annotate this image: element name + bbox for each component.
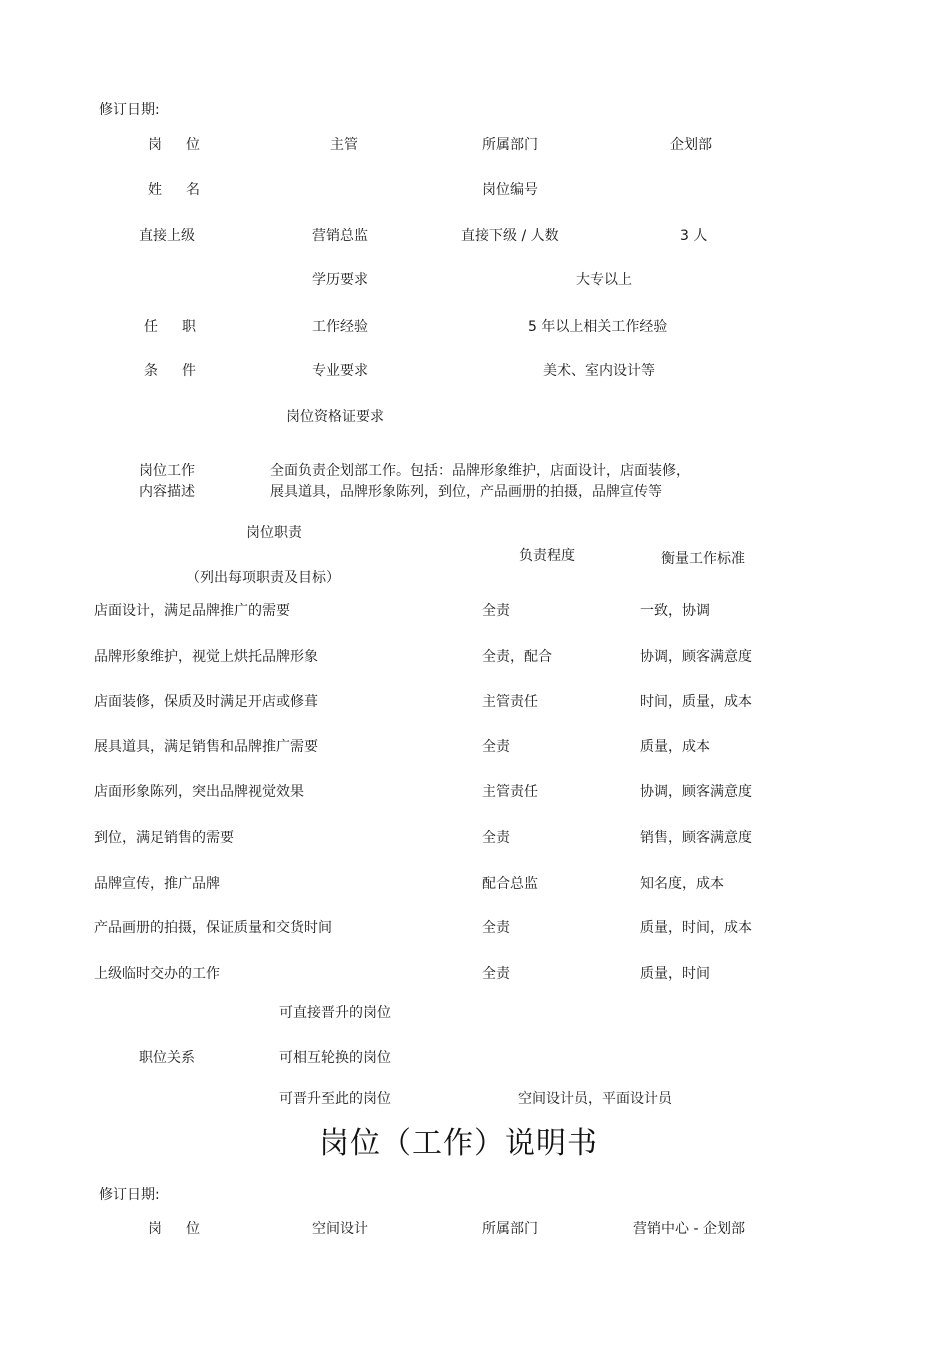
position-label-2: 岗位 — [148, 1221, 224, 1237]
duty-text: 到位，满足销售的需要 — [94, 830, 234, 846]
degree-title: 负责程度 — [519, 548, 575, 564]
promotion-label: 可直接晋升的岗位 — [279, 1005, 391, 1021]
job-description-line-1: 全面负责企划部工作。包括：品牌形象维护，店面设计，店面装修， — [270, 463, 690, 479]
revision-date-label: 修订日期: — [99, 102, 160, 118]
duty-text: 店面形象陈列，突出品牌视觉效果 — [94, 784, 304, 800]
qualification-label-2: 条件 — [144, 363, 220, 379]
job-description-line-2: 展具道具，品牌形象陈列，到位，产品画册的拍摄，品牌宣传等 — [270, 484, 662, 500]
duty-standard: 协调，顾客满意度 — [640, 784, 752, 800]
duty-text: 店面设计，满足品牌推广的需要 — [94, 603, 290, 619]
duty-degree: 全责 — [482, 920, 510, 936]
subordinates-value: 3 人 — [680, 228, 708, 244]
duty-standard: 质量，时间 — [640, 966, 710, 982]
certificate-label: 岗位资格证要求 — [286, 409, 384, 425]
duties-title: 岗位职责 — [246, 525, 302, 541]
position-id-label: 岗位编号 — [482, 182, 538, 198]
duty-standard: 销售，顾客满意度 — [640, 830, 752, 846]
duty-degree: 主管责任 — [482, 694, 538, 710]
experience-value: 5 年以上相关工作经验 — [528, 319, 668, 335]
experience-label: 工作经验 — [312, 319, 368, 335]
position-value: 主管 — [330, 137, 358, 153]
department-value: 企划部 — [670, 137, 712, 153]
standard-title: 衡量工作标准 — [661, 551, 745, 567]
duty-degree: 配合总监 — [482, 876, 538, 892]
duty-degree: 全责，配合 — [482, 649, 552, 665]
education-value: 大专以上 — [576, 272, 632, 288]
duty-text: 品牌宣传，推广品牌 — [94, 876, 220, 892]
name-label: 姓名 — [148, 182, 224, 198]
promote-from-label: 可晋升至此的岗位 — [279, 1091, 391, 1107]
subordinates-label: 直接下级 / 人数 — [461, 228, 559, 244]
relations-label: 职位关系 — [139, 1050, 195, 1066]
duty-degree: 全责 — [482, 603, 510, 619]
qualification-label-1: 任职 — [144, 319, 220, 335]
major-label: 专业要求 — [312, 363, 368, 379]
position-label: 岗位 — [148, 137, 224, 153]
duty-text: 上级临时交办的工作 — [94, 966, 220, 982]
department-label: 所属部门 — [482, 137, 538, 153]
duty-standard: 质量，时间，成本 — [640, 920, 752, 936]
direct-superior-label: 直接上级 — [139, 228, 195, 244]
duty-degree: 全责 — [482, 739, 510, 755]
position-value-2: 空间设计 — [312, 1221, 368, 1237]
department-value-2: 营销中心 - 企划部 — [633, 1221, 745, 1237]
duty-degree: 全责 — [482, 966, 510, 982]
duty-text: 产品画册的拍摄，保证质量和交货时间 — [94, 920, 332, 936]
rotation-label: 可相互轮换的岗位 — [279, 1050, 391, 1066]
department-label-2: 所属部门 — [482, 1221, 538, 1237]
duty-text: 品牌形象维护，视觉上烘托品牌形象 — [94, 649, 318, 665]
revision-date-label-2: 修订日期: — [99, 1187, 160, 1203]
education-label: 学历要求 — [312, 272, 368, 288]
duty-standard: 时间，质量，成本 — [640, 694, 752, 710]
job-description-label-1: 岗位工作 — [139, 463, 195, 479]
promote-from-value: 空间设计员，平面设计员 — [518, 1091, 672, 1107]
duty-standard: 协调，顾客满意度 — [640, 649, 752, 665]
duty-text: 展具道具，满足销售和品牌推广需要 — [94, 739, 318, 755]
duty-degree: 主管责任 — [482, 784, 538, 800]
duties-subtitle: （列出每项职责及目标） — [186, 570, 340, 586]
duty-standard: 知名度，成本 — [640, 876, 724, 892]
duty-standard: 一致，协调 — [640, 603, 710, 619]
job-description-label-2: 内容描述 — [139, 484, 195, 500]
duty-degree: 全责 — [482, 830, 510, 846]
document-title: 岗位（工作）说明书 — [319, 1126, 598, 1161]
duty-standard: 质量，成本 — [640, 739, 710, 755]
duty-text: 店面装修，保质及时满足开店或修葺 — [94, 694, 318, 710]
direct-superior-value: 营销总监 — [312, 228, 368, 244]
major-value: 美术、室内设计等 — [543, 363, 655, 379]
